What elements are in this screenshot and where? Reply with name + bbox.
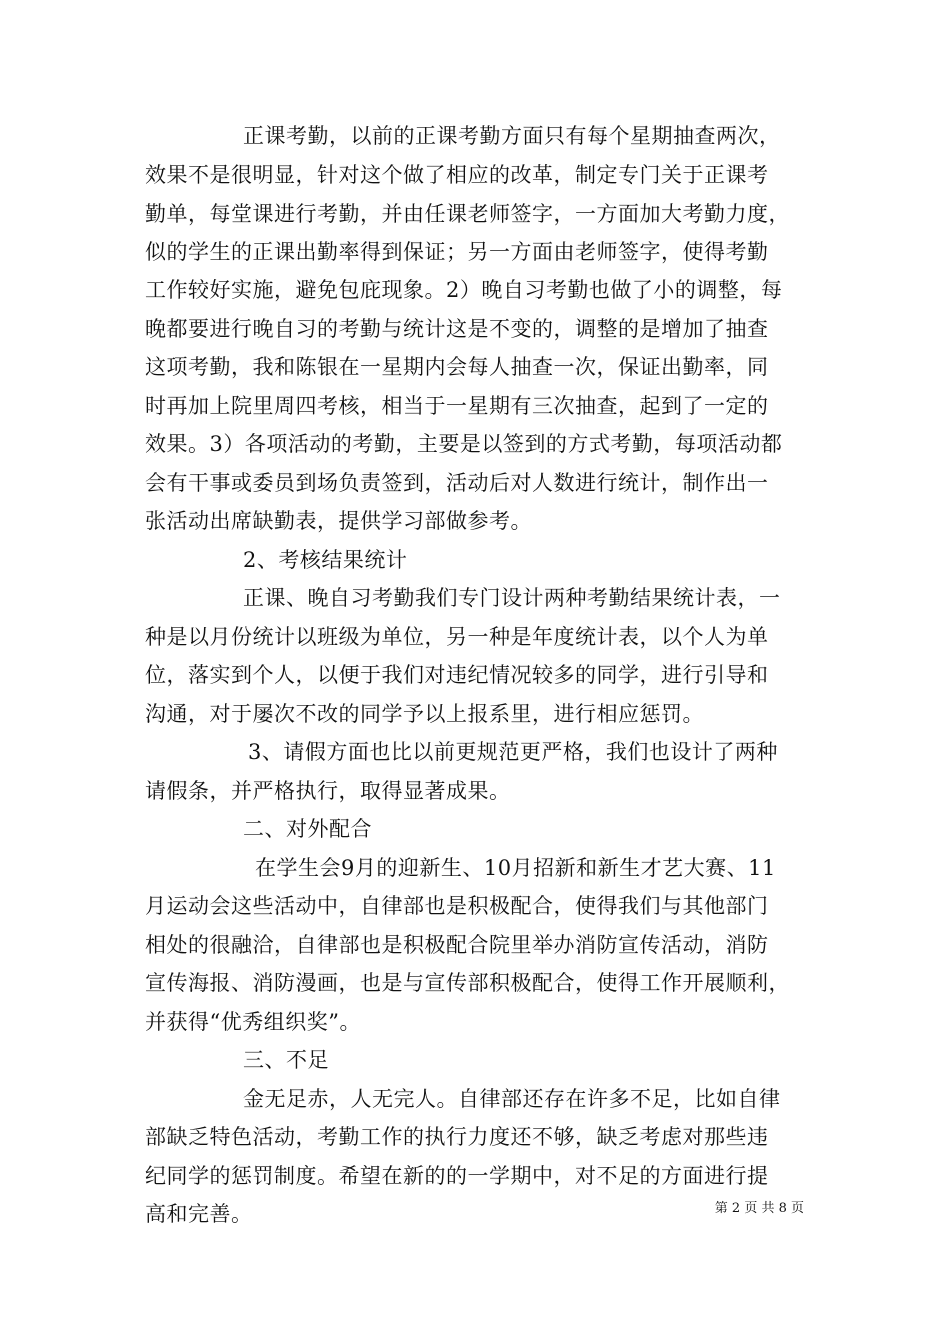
text-line: 正课、晚自习考勤我们专门设计两种考勤结果统计表，一 [243,586,781,610]
text-line: 高和完善。 [145,1202,253,1226]
section-heading: 二、对外配合 [243,817,372,841]
text-line: 部缺乏特色活动，考勤工作的执行力度还不够，缺乏考虑对那些违 [145,1125,769,1149]
text-line: 纪同学的惩罚制度。希望在新的的一学期中，对不足的方面进行提 [145,1164,769,1188]
text-line: 效果。3）各项活动的考勤，主要是以签到的方式考勤，每项活动都 [145,432,783,456]
text-line: 张活动出席缺勤表，提供学习部做参考。 [145,509,532,533]
text-line: 在学生会9月的迎新生、10月招新和新生才艺大赛、11 [255,856,776,880]
text-line: 工作较好实施，避免包庇现象。2）晚自习考勤也做了小的调整，每 [145,278,783,302]
text-line: 这项考勤，我和陈银在一星期内会每人抽查一次，保证出勤率，同 [145,355,769,379]
text-line: 正课考勤，以前的正课考勤方面只有每个星期抽查两次， [243,124,781,148]
text-line: 相处的很融洽，自律部也是积极配合院里举办消防宣传活动，消防 [145,933,769,957]
text-line: 种是以月份统计以班级为单位，另一种是年度统计表，以个人为单 [145,625,769,649]
text-line: 宣传海报、消防漫画，也是与宣传部积极配合，使得工作开展顺利， [145,971,790,995]
text-line: 效果不是很明显，针对这个做了相应的改革，制定专门关于正课考 [145,163,769,187]
text-line: 勤单，每堂课进行考勤，并由任课老师签字，一方面加大考勤力度， [145,202,790,226]
section-heading: 三、不足 [243,1048,329,1072]
text-line: 会有干事或委员到场负责签到，活动后对人数进行统计，制作出一 [145,471,769,495]
page-number: 第 2 页 共 8 页 [714,1201,804,1216]
text-line: 位，落实到个人，以便于我们对违纪情况较多的同学，进行引导和 [145,663,769,687]
text-line: 请假条，并严格执行，取得显著成果。 [145,779,511,803]
text-line: 月运动会这些活动中，自律部也是积极配合，使得我们与其他部门 [145,894,769,918]
text-line: 似的学生的正课出勤率得到保证；另一方面由老师签字，使得考勤 [145,240,769,264]
text-line: 晚都要进行晚自习的考勤与统计这是不变的，调整的是增加了抽查 [145,317,769,341]
text-line: 金无足赤，人无完人。自律部还存在许多不足，比如自律 [243,1087,781,1111]
text-line: 沟通，对于屡次不改的同学予以上报系里，进行相应惩罚。 [145,702,704,726]
text-line: 时再加上院里周四考核，相当于一星期有三次抽查，起到了一定的 [145,394,769,418]
text-line: 并获得“优秀组织奖”。 [145,1010,361,1034]
section-heading: 2、考核结果统计 [243,548,408,572]
text-line: 3、请假方面也比以前更规范更严格，我们也设计了两种 [248,740,778,764]
